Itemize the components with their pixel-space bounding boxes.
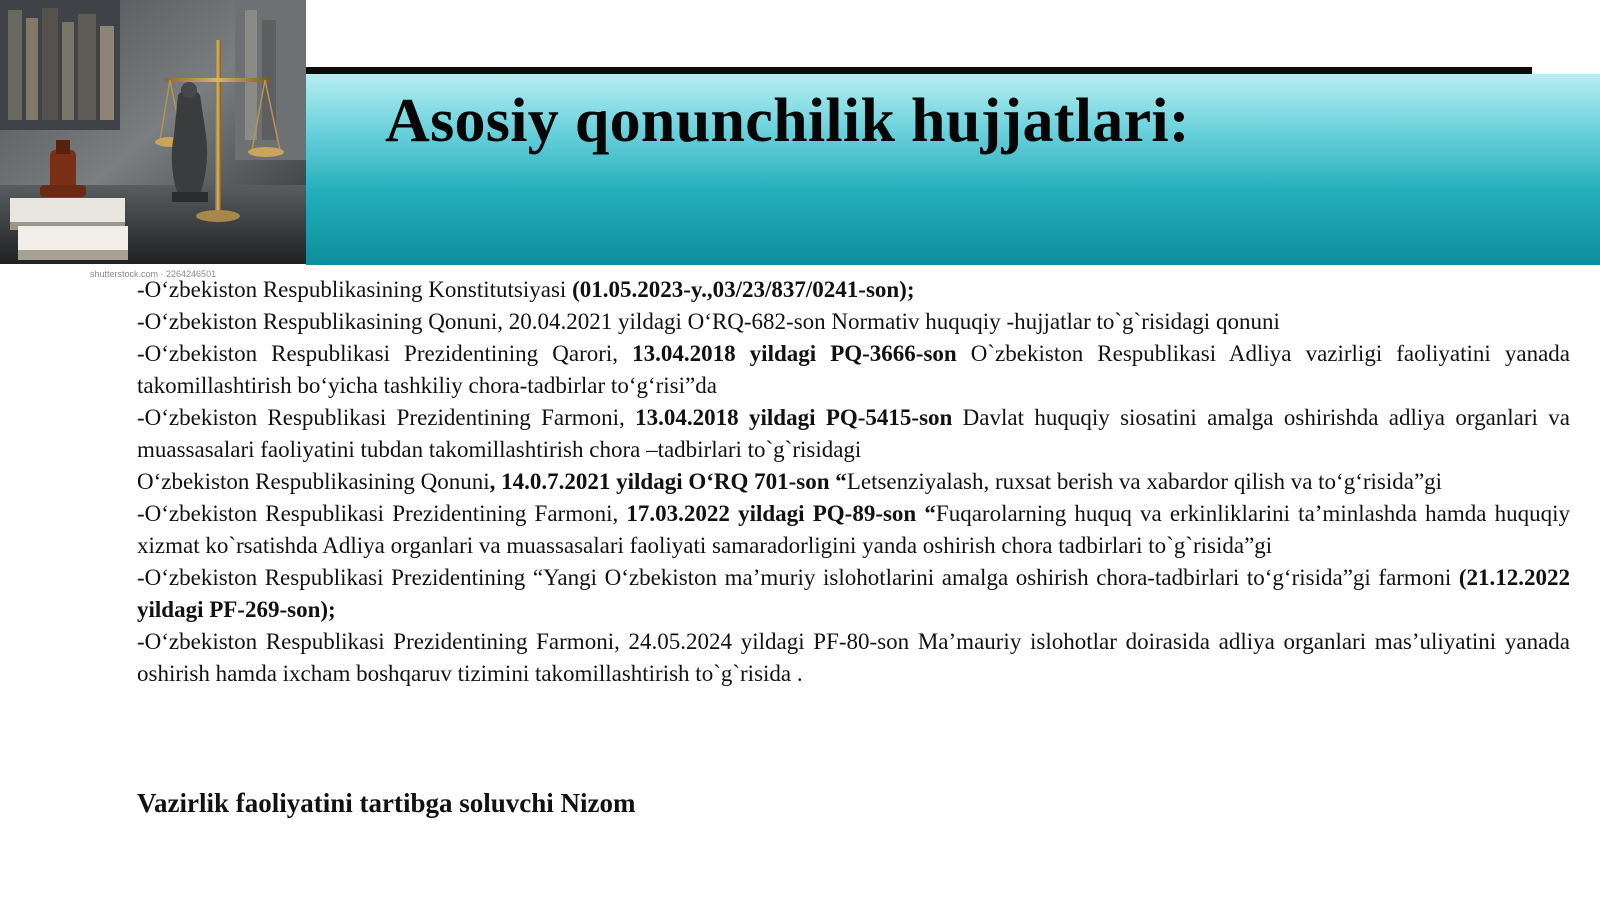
law-list — [137, 274, 1570, 690]
law-item-text: -O‘zbekiston Respublikasi Prezidentining Qarori, — [137, 341, 633, 366]
law-item-bold: , 14.0.7.2021 yildagi O‘RQ 701-son “ — [489, 469, 847, 494]
law-item — [137, 306, 1570, 338]
regulation-heading: Vazirlik faoliyatini tartibga soluvchi Nizom — [137, 788, 636, 818]
law-item — [137, 626, 1570, 690]
law-item-bold: 17.03.2022 yildagi PQ-89-son “ — [626, 501, 936, 526]
law-item-text: Davlat huquqiy siosatini amalga oshirishda adliya organlari va muassasalari faoliyatini tubdan takomillashtirish chora –tadbirlari to`g`risidagi — [137, 405, 1570, 462]
law-item-text: O‘zbekiston Respublikasining Qonuni — [137, 469, 490, 494]
justice-scales-icon — [0, 0, 306, 264]
law-item-text: -O‘zbekiston Respublikasining Konstitutsiyasi — [137, 277, 573, 302]
law-item-bold: 13.04.2018 yildagi PQ-3666-son — [632, 341, 957, 366]
law-item-text: -O‘zbekiston Respublikasi Prezidentining “Yangi O‘zbekiston ma’muriy islohotlarini amalga oshirish chora-tadbirlari to‘g‘risida”gi farmoni — [137, 565, 1459, 590]
law-item-text: -O‘zbekiston Respublikasining Qonuni, 20.04.2021 yildagi O‘RQ-682-son Normativ huquqiy -hujjatlar to`g`risidagi qonuni — [137, 309, 1280, 334]
law-item — [137, 562, 1570, 626]
law-item-bold: 13.04.2018 yildagi PQ-5415-son — [635, 405, 953, 430]
title-rule — [306, 67, 1532, 74]
law-item-text: Letsenziyalash, ruxsat berish va xabardor qilish va to‘g‘risida”gi — [846, 469, 1443, 494]
law-item — [137, 466, 1570, 498]
law-item — [137, 338, 1570, 402]
law-item-bold: (21.12.2022 yildagi PF-269-son); — [137, 565, 1570, 622]
law-item — [137, 274, 1570, 306]
slide-title: Asosiy qonunchilik hujjatlari: — [385, 87, 1190, 155]
law-item-text: O`zbekiston Respublikasi Adliya vazirligi faoliyatini yanada takomillashtirish bo‘yicha tashkiliy chora-tadbirlar to‘g‘risi”da — [137, 341, 1570, 398]
law-item — [137, 402, 1570, 466]
justice-scales-photo — [0, 0, 306, 264]
law-item — [137, 498, 1570, 562]
law-item-text: -O‘zbekiston Respublikasi Prezidentining Farmoni, — [137, 405, 636, 430]
law-item-bold: (01.05.2023-y.,03/23/837/0241-son); — [572, 277, 915, 302]
law-item-text: -O‘zbekiston Respublikasi Prezidentining Farmoni, 24.05.2024 yildagi PF-80-son Ma’mauriy islohotlar doirasida adliya organlari mas’uliyatini yanada oshirish hamda ixcham boshqaruv tizimini takomillashtirish to`g`risida . — [137, 629, 1570, 686]
law-item-text: -O‘zbekiston Respublikasi Prezidentining Farmoni, — [137, 501, 627, 526]
image-watermark: shutterstock.com · 2264246501 — [90, 269, 217, 279]
law-item-text: Fuqarolarning huquq va erkinliklarini ta’minlashda hamda huquqiy xizmat ko`rsatishda Adliya organlari va muassasalari faoliyati samaradorligini yanda oshirish chora tadbirlari to`g`risida”gi — [137, 501, 1571, 558]
